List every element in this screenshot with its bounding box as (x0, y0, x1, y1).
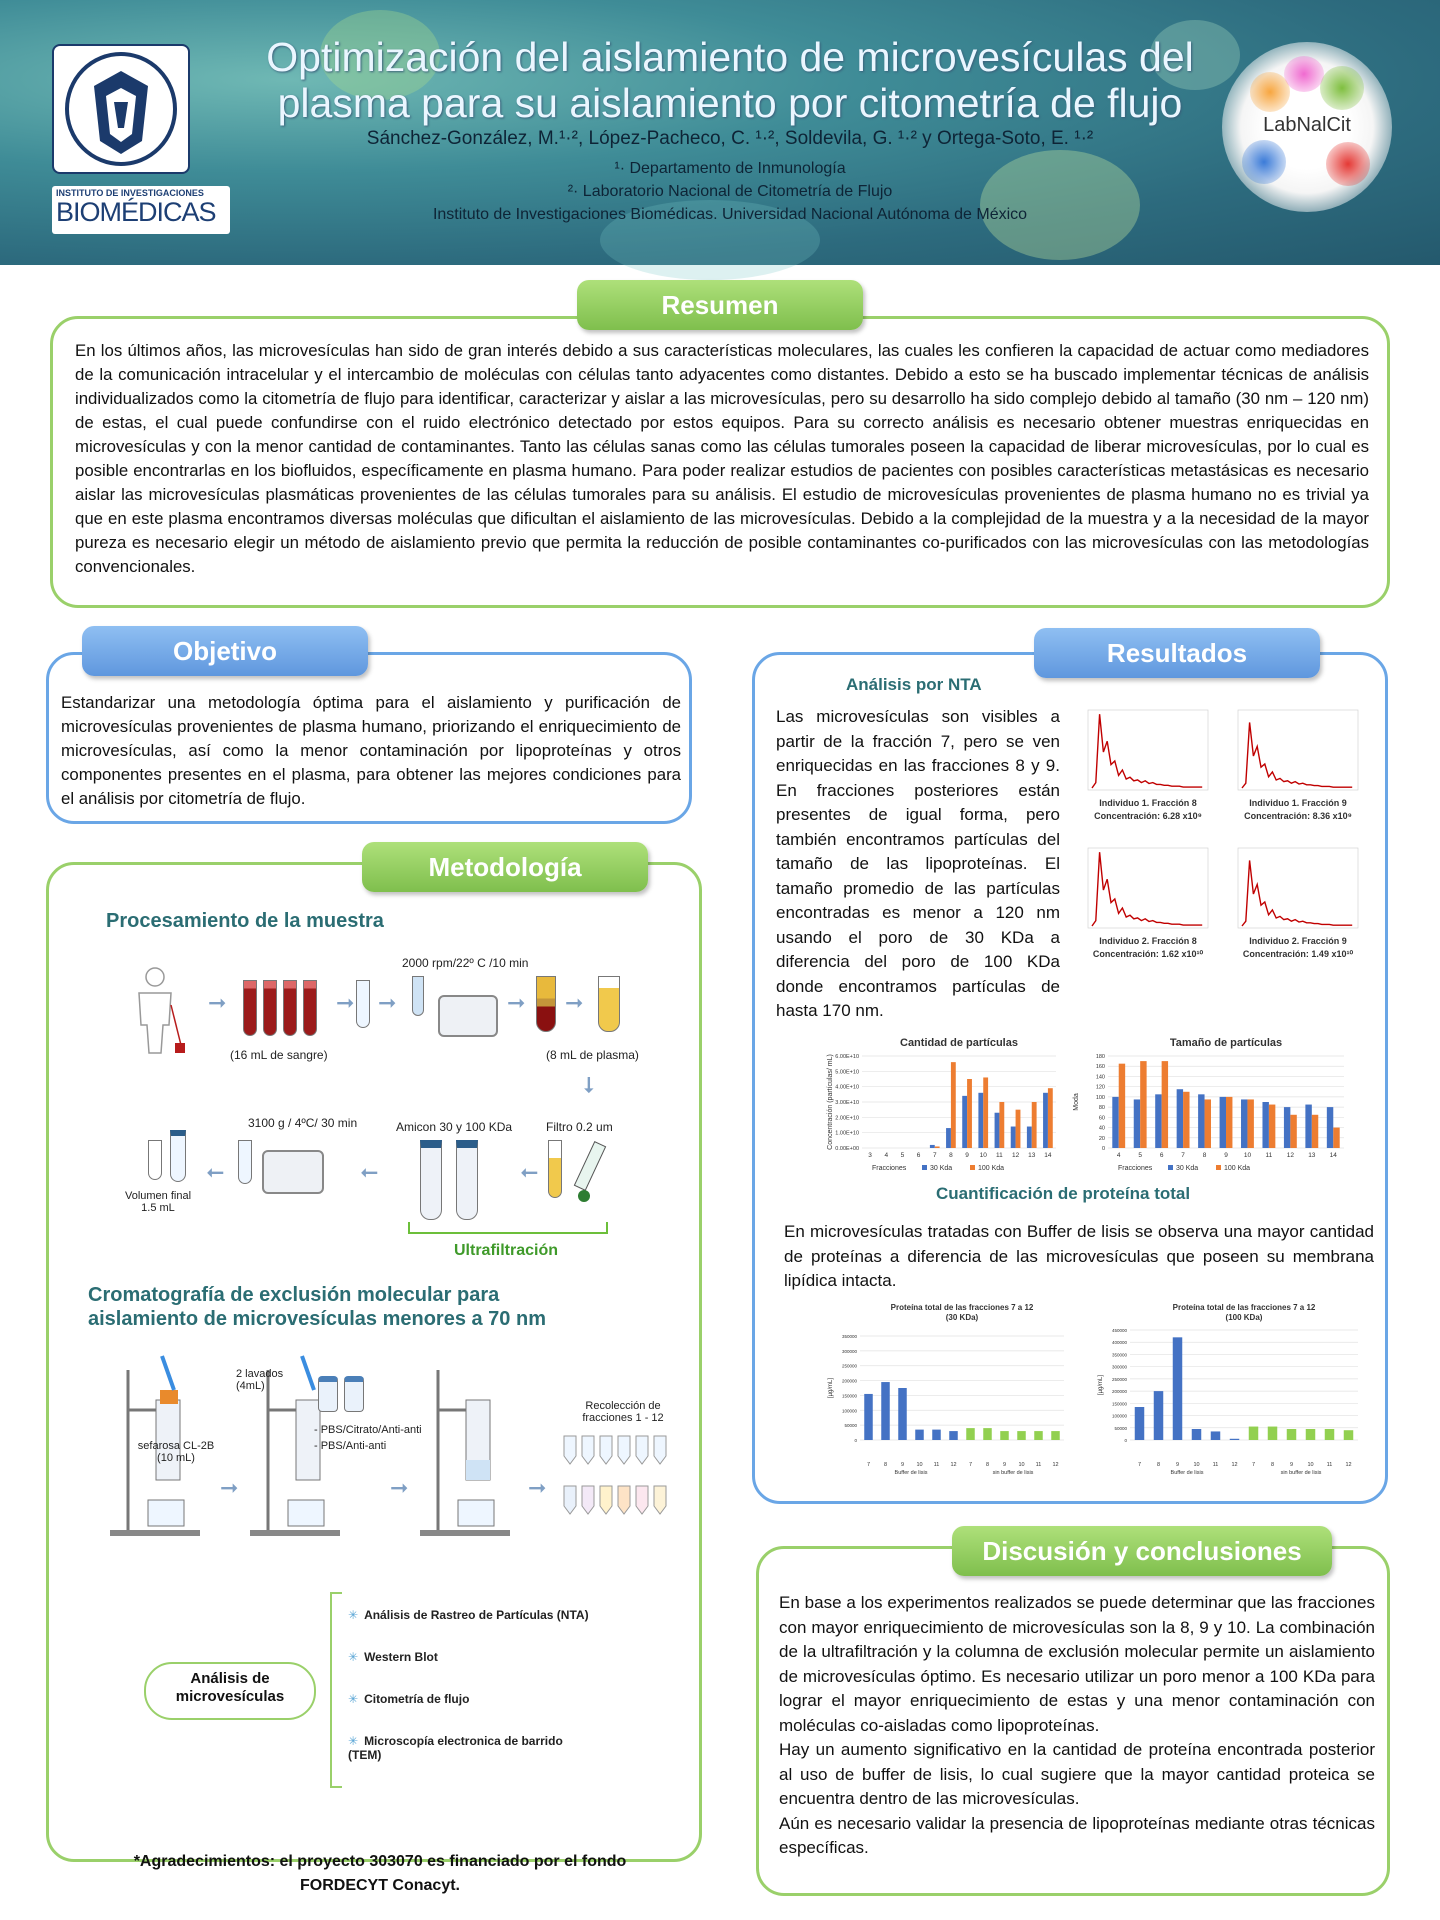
bar (1135, 1407, 1145, 1440)
arrow-down-icon: ➞ (577, 1075, 603, 1095)
x-tick-label: 10 (1243, 1152, 1252, 1159)
x-tick-label: 8 (949, 1152, 953, 1159)
x-tick-label: 7 (866, 1462, 871, 1468)
bar (1305, 1105, 1311, 1148)
y-tick-label: 350000 (841, 1334, 857, 1339)
procesamiento-heading: Procesamiento de la muestra (106, 910, 384, 932)
chart-proteina-30kda (820, 1300, 1072, 1480)
y-tick-label: 50000 (844, 1423, 857, 1429)
x-tick-label: 5 (900, 1152, 905, 1159)
y-tick-label: 0 (1101, 1146, 1105, 1152)
bar (1177, 1089, 1183, 1148)
bar (946, 1128, 951, 1148)
tube-icon (238, 1140, 252, 1184)
bar (1183, 1092, 1189, 1148)
x-axis-label: Fracciones (1118, 1165, 1153, 1172)
nta-text: Las microvesículas son visibles a partir de la fracción 7, pero se ven enriquecidas en las fracciones 8 y 9. En fracciones posteriores están presentes de igual forma, pero también encontramos partículas del tamaño de las lipoproteínas. El tamaño promedio de las partículas encontradas es menor a 120 nm usando el poro de 30 KDa a diferencia del poro de 100 KDa donde encontramos partículas de hasta 170 nm. (776, 707, 1060, 1020)
y-tick-label: 2.00E+10 (835, 1115, 859, 1122)
bar (1226, 1097, 1232, 1148)
x-tick-label: 13 (1028, 1152, 1036, 1159)
y-tick-label: 200000 (841, 1378, 857, 1384)
nta-plot-label: Individuo 2. Fracción 9 (1249, 936, 1347, 946)
bar (1325, 1429, 1335, 1440)
y-tick-label: 100000 (841, 1408, 857, 1414)
bar (966, 1428, 975, 1440)
bar (1306, 1429, 1316, 1440)
bar (1134, 1099, 1140, 1148)
authors: Sánchez-González, M.¹·², López-Pacheco, C. ¹·², Soldevila, G. ¹·² y Ortega-Soto, E. ¹·² (366, 128, 1094, 149)
x-tick-label: 4 (884, 1152, 889, 1159)
bar (1333, 1128, 1339, 1148)
arrow-icon: ➞ (336, 990, 355, 1015)
chart-cantidad-particulas (806, 1034, 1062, 1176)
y-tick-label: 20 (1098, 1135, 1105, 1142)
y-tick-label: 400000 (1111, 1340, 1127, 1346)
discusion-paragraph: Hay un aumento significativo en la cantidad de proteína encontrada posterior al uso de buffer de lisis, lo cual sugiere que la mayor cantidad proteica se encuentra dentro de las microvesículas. (779, 1740, 1375, 1808)
x-tick-label: 6 (1159, 1152, 1164, 1159)
arrow-icon: ➞ (565, 990, 584, 1015)
y-tick-label: 250000 (1111, 1376, 1127, 1382)
x-tick-label: 7 (1137, 1462, 1142, 1468)
legend-swatch (970, 1165, 975, 1170)
sparkle-icon: ✳ (348, 1692, 359, 1706)
x-tick-label: 14 (1044, 1152, 1052, 1159)
x-tick-label: 9 (1002, 1462, 1007, 1468)
plasma-tube-icon (598, 976, 620, 1032)
biomedicas-logo (52, 186, 230, 234)
chart-subtitle: (100 KDa) (1225, 1313, 1263, 1322)
x-tick-label: 7 (932, 1152, 937, 1159)
analisis-item-label: Citometría de flujo (364, 1692, 470, 1706)
resumen-heading: Resumen (577, 280, 863, 330)
analisis-bracket (330, 1592, 342, 1788)
y-axis-label: [µg/mL] (1098, 1374, 1104, 1396)
x-tick-label: 10 (979, 1152, 987, 1159)
legend-label: 100 Kda (1224, 1165, 1251, 1172)
bar (932, 1430, 941, 1440)
bar (915, 1430, 924, 1440)
bar (1241, 1099, 1247, 1148)
analisis-item (348, 1608, 589, 1622)
tube-icon (412, 976, 424, 1016)
tube-icon (170, 1130, 186, 1182)
agradecimientos (60, 1850, 700, 1898)
cromatografia-heading (88, 1283, 546, 1331)
bar (951, 1062, 956, 1148)
bar (1290, 1115, 1296, 1148)
discusion-paragraph: En base a los experimentos realizados se puede determinar que las fracciones con mayor enriquecimiento de microvesículas son la 8, 9 y 10. La combinación de la ultrafiltración y la columna de exclusión molecular permite un aislamiento de microvesículas óptimo. Es necesario utilizar un poro menor a 100 KDa para lograr el mayor enriquecimiento de estas y una menor contaminación con moléculas co-aisladas como lipoproteínas. (779, 1593, 1375, 1735)
proteina-heading: Cuantificación de proteína total (936, 1184, 1191, 1203)
filtro-label: Filtro 0.2 um (546, 1120, 613, 1134)
tube-icon (548, 1140, 562, 1198)
bar (1269, 1105, 1275, 1148)
objetivo-section (46, 652, 692, 824)
bar (881, 1382, 890, 1440)
bar (898, 1388, 907, 1440)
bar (983, 1428, 992, 1440)
resultados-heading: Resultados (1034, 628, 1320, 678)
poster-header (0, 0, 1440, 265)
bar (978, 1093, 983, 1148)
bar (1262, 1102, 1268, 1148)
ultrafiltracion-label: Ultrafiltración (454, 1242, 559, 1259)
bar (1016, 1110, 1021, 1148)
nta-plot-label: Individuo 2. Fracción 8 (1099, 936, 1197, 946)
amicon-tube-icon (456, 1140, 478, 1220)
x-tick-label: 12 (1052, 1462, 1059, 1468)
pbs1-label: - PBS/Citrato/Anti-anti (314, 1424, 422, 1436)
bar (1027, 1127, 1032, 1148)
nta-plot (1088, 710, 1208, 821)
cromatografia-heading-line2: aislamiento de microvesículas menores a 70 nm (88, 1308, 546, 1330)
y-tick-label: 0.00E+00 (835, 1146, 859, 1152)
bar (995, 1113, 1000, 1148)
biomedicas-logo-line1: INSTITUTO DE INVESTIGACIONES (56, 188, 204, 198)
x-tick-label: 7 (968, 1462, 973, 1468)
cromatografia-heading-line1: Cromatografía de exclusión molecular para (88, 1284, 500, 1306)
title-line1: Optimización del aislamiento de microvesículas del (266, 34, 1194, 80)
x-tick-label: 9 (900, 1462, 905, 1468)
y-tick-label: 300000 (841, 1348, 857, 1354)
analisis-label: Análisis de microvesículas (144, 1662, 316, 1720)
centrifuge-icon (262, 1150, 324, 1194)
x-axis-label: Fracciones (872, 1165, 907, 1172)
plasma-volume-label: (8 mL de plasma) (546, 1048, 639, 1062)
x-tick-label: 5 (1138, 1152, 1142, 1159)
analisis-item (348, 1734, 568, 1762)
chart-tamano-particulas (1073, 1034, 1352, 1176)
legend-swatch (922, 1165, 927, 1170)
analisis-item-label: Western Blot (364, 1650, 438, 1664)
nta-heading: Análisis por NTA (846, 675, 982, 694)
nta-plot-concentration: Concentración: 6.28 x10⁹ (1094, 811, 1202, 821)
group-label: Buffer de lisis (894, 1470, 928, 1476)
group-label: sin buffer de lisis (992, 1470, 1034, 1476)
x-tick-label: 7 (1251, 1462, 1256, 1468)
bar (1162, 1061, 1168, 1148)
bar (999, 1102, 1004, 1148)
arrow-icon: ➞ (378, 990, 397, 1015)
agradecimientos-line1: *Agradecimientos: el proyecto 303070 es financiado por el fondo (133, 1853, 627, 1870)
chart-title: Cantidad de partículas (900, 1037, 1018, 1049)
bar (1220, 1097, 1226, 1148)
centrifuge2-label: 3100 g / 4ºC/ 30 min (248, 1116, 358, 1130)
bar (864, 1394, 873, 1440)
x-tick-label: 13 (1308, 1152, 1316, 1159)
discusion-heading: Discusión y conclusiones (952, 1526, 1332, 1576)
arrow-icon: ➞ (360, 1161, 379, 1186)
x-tick-label: 8 (883, 1462, 888, 1468)
bar (1154, 1391, 1164, 1440)
x-tick-label: 11 (1265, 1152, 1273, 1159)
x-tick-label: 10 (1193, 1462, 1200, 1468)
pbs2-label: - PBS/Anti-anti (314, 1440, 387, 1452)
tube-icon (148, 1140, 162, 1180)
bar (1140, 1061, 1146, 1148)
x-tick-label: 10 (916, 1462, 923, 1468)
bar (1043, 1093, 1048, 1148)
x-tick-label: 8 (985, 1462, 990, 1468)
bar (930, 1145, 935, 1148)
nta-plot-frame (1088, 710, 1208, 790)
bar (1000, 1431, 1009, 1440)
y-tick-label: 0 (1124, 1438, 1127, 1443)
analisis-item (348, 1692, 469, 1706)
bar (1344, 1430, 1354, 1440)
y-tick-label: 180 (1095, 1054, 1105, 1060)
resumen-text: En los últimos años, las microvesículas han sido de gran interés debido a sus características moleculares, las cuales les confieren la capacidad de actuar como mediadores de la comunicación intracelular y el intercambio de moléculas con células tanto adyacentes como distantes. Debido a esto se ha buscado implementar técnicas de análisis individualizados como la citometría de flujo para identificar, caracterizar y aislar a las microvesículas, pero su desarrollo ha sido complejo debido al tamaño (30 nm – 120 nm) de estas, el cual puede confundirse con el ruido electrónico detectado por estos equipos. Para su correcto análisis es necesario obtener muestras enriquecidas en microvesículas y con la menor cantidad de contaminantes. Tanto las células sanas como las células tumorales poseen la capacidad de liberar microvesículas, por lo cual es posible encontrarlas en los biofluidos, específicamente en plasma humano. Para poder realizar estudios de pacientes con posibles características metastásicas es necesario aislar las microvesículas plasmáticas provenientes de las células tumorales para su análisis. El estudio de microvesículas provenientes de plasma humano no es trivial ya que en este plasma encontramos diversas moléculas que dificultan el aislamiento de las microvesículas. Debido a la complejidad de la muestra y a la necesidad de la mayor pureza es necesario elegir un método de aislamiento previo que permita la reducción de posible contaminantes co-purificados con las microvesículas con las metodologías convencionales. (75, 341, 1369, 576)
x-tick-label: 9 (1175, 1462, 1180, 1468)
blood-tubes-icon (243, 980, 333, 1040)
sefarosa-label: sefarosa CL-2B (10 mL) (137, 1440, 215, 1464)
bar (1011, 1127, 1016, 1148)
amicon-label: Amicon 30 y 100 KDa (396, 1120, 513, 1134)
bar (1230, 1439, 1240, 1440)
y-tick-label: 120 (1095, 1084, 1105, 1091)
x-tick-label: 3 (868, 1152, 872, 1159)
chart-subtitle: (30 KDa) (945, 1313, 979, 1322)
nta-plot (1238, 710, 1358, 821)
x-tick-label: 4 (1116, 1152, 1121, 1159)
x-tick-label: 11 (1326, 1462, 1333, 1468)
bar (1287, 1429, 1297, 1440)
column-stand-icon (418, 1350, 528, 1540)
biomedicas-logo-line2: BIOMÉDICAS (56, 197, 216, 227)
bar (1112, 1097, 1118, 1148)
y-tick-label: 50000 (1114, 1425, 1127, 1431)
y-tick-label: 40 (1098, 1125, 1105, 1132)
x-tick-label: 12 (1011, 1152, 1020, 1159)
y-axis-label: Concentración (partículas/ mL) (827, 1054, 834, 1150)
y-tick-label: 100 (1095, 1094, 1105, 1101)
analisis-item-label: Análisis de Rastreo de Partículas (NTA) (364, 1608, 589, 1622)
labnalcit-logo (1222, 42, 1392, 212)
y-axis-label: Moda (1073, 1093, 1080, 1111)
affiliation-1: ¹· Departamento de Inmunología (614, 160, 846, 177)
sparkle-icon: ✳ (348, 1650, 359, 1664)
nta-plot (1238, 848, 1358, 959)
discusion-text (779, 1591, 1375, 1861)
x-tick-label: 7 (1181, 1152, 1185, 1159)
bar (962, 1096, 967, 1148)
legend-swatch (1216, 1165, 1221, 1170)
affiliation-2: ²· Laboratorio Nacional de Citometría de Flujo (567, 183, 893, 200)
nta-plot (1088, 848, 1208, 959)
y-tick-label: 300000 (1111, 1364, 1127, 1370)
nta-plot-label: Individuo 1. Fracción 8 (1099, 798, 1197, 808)
analisis-item (348, 1650, 438, 1664)
discusion-section (756, 1546, 1390, 1896)
x-tick-label: 12 (1286, 1152, 1294, 1159)
x-tick-label: 11 (933, 1462, 940, 1468)
arrow-icon: ➞ (390, 1475, 409, 1500)
affiliation-3: Instituto de Investigaciones Biomédicas. Universidad Nacional Autónoma de México (432, 206, 1028, 223)
chart-title: Tamaño de partículas (1169, 1037, 1283, 1049)
bar (935, 1146, 940, 1148)
nta-plot-frame (1088, 848, 1208, 928)
nta-plot-label: Individuo 1. Fracción 9 (1249, 798, 1347, 808)
empty-tube-icon (356, 980, 370, 1028)
bar (1205, 1099, 1211, 1148)
sparkle-icon: ✳ (348, 1734, 359, 1748)
x-tick-label: 8 (1202, 1152, 1207, 1159)
amicon-tube-icon (420, 1140, 442, 1220)
centrifuge-icon (438, 995, 498, 1037)
y-tick-label: 200000 (1111, 1389, 1127, 1395)
chart-proteina-100kda (1088, 1300, 1364, 1480)
bar (949, 1431, 958, 1440)
syringe-filter-icon (572, 1130, 622, 1210)
x-tick-label: 11 (1212, 1462, 1219, 1468)
nta-plot-concentration: Concentración: 8.36 x10⁹ (1244, 811, 1352, 821)
y-tick-label: 150000 (841, 1393, 857, 1399)
legend-swatch (1168, 1165, 1173, 1170)
bar (1032, 1102, 1037, 1148)
legend-label: 30 Kda (1176, 1165, 1199, 1172)
nta-plot-concentration: Concentración: 1.62 x10¹⁰ (1092, 949, 1204, 959)
y-tick-label: 1.00E+10 (835, 1130, 859, 1137)
ultrafiltracion-bracket (408, 1222, 608, 1234)
bar (1268, 1427, 1278, 1440)
arrow-icon: ➞ (220, 1475, 239, 1500)
arrow-icon: ➞ (528, 1475, 547, 1500)
human-figure-icon (125, 965, 185, 1055)
bar (1198, 1094, 1204, 1148)
volumen-label: Volumen final 1.5 mL (124, 1190, 192, 1214)
x-tick-label: 11 (1035, 1462, 1042, 1468)
x-tick-label: 9 (965, 1152, 969, 1159)
y-tick-label: 140 (1095, 1074, 1105, 1081)
separated-blood-tube-icon (536, 976, 556, 1032)
bar (1192, 1429, 1202, 1440)
group-label: sin buffer de lisis (1280, 1470, 1322, 1476)
bar (1017, 1431, 1026, 1440)
y-tick-label: 3.00E+10 (835, 1100, 859, 1106)
bar (1051, 1431, 1060, 1440)
bar (1312, 1115, 1318, 1148)
objetivo-heading: Objetivo (82, 626, 368, 676)
arrow-icon: ➞ (206, 1161, 225, 1186)
x-tick-label: 12 (1345, 1462, 1352, 1468)
bar (1119, 1064, 1125, 1148)
y-tick-label: 80 (1098, 1105, 1105, 1112)
y-tick-label: 60 (1098, 1115, 1105, 1122)
y-tick-label: 100000 (1111, 1413, 1127, 1419)
discusion-paragraph: Aún es necesario validar la presencia de lipoproteínas mediante otras técnicas específicas. (779, 1813, 1375, 1857)
x-tick-label: 9 (1224, 1152, 1228, 1159)
x-tick-label: 12 (1231, 1462, 1238, 1468)
bar (1048, 1088, 1053, 1148)
arrow-icon: ➞ (507, 990, 526, 1015)
blood-volume-label: (16 mL de sangre) (230, 1048, 328, 1062)
pbs-bottles-icon (318, 1376, 378, 1416)
analisis-item-label: Microscopía electronica de barrido (TEM) (348, 1734, 563, 1762)
x-tick-label: 6 (916, 1152, 921, 1159)
x-tick-label: 11 (996, 1152, 1003, 1159)
bar (1173, 1337, 1183, 1440)
bar (1211, 1431, 1221, 1440)
metodologia-heading: Metodología (362, 842, 648, 892)
x-tick-label: 12 (950, 1462, 957, 1468)
chart-title: Proteína total de las fracciones 7 a 12 (1172, 1303, 1316, 1312)
sparkle-icon: ✳ (348, 1608, 359, 1622)
legend-label: 30 Kda (930, 1165, 953, 1172)
labnalcit-text: LabNalCit (1263, 114, 1351, 136)
title-line2: plasma para su aislamiento por citometría de flujo (277, 80, 1183, 126)
y-tick-label: 6.00E+10 (835, 1054, 859, 1060)
x-tick-label: 8 (1270, 1462, 1275, 1468)
x-tick-label: 10 (1018, 1462, 1025, 1468)
centrifuge1-label: 2000 rpm/22º C /10 min (402, 956, 529, 970)
agradecimientos-line2: FORDECYT Conacyt. (299, 1877, 460, 1894)
objetivo-text: Estandarizar una metodología óptima para el aislamiento y purificación de microvesículas provenientes de plasma humano, priorizando el enriquecimiento de microvesículas, así como la menor contaminación por lipoproteínas y otros componentes presentes en el plasma, para obtener las mejores condiciones para el análisis por citometría de flujo. (61, 693, 681, 808)
arrow-icon: ➞ (520, 1161, 539, 1186)
group-label: Buffer de lisis (1170, 1470, 1204, 1476)
nta-plot-concentration: Concentración: 1.49 x10¹⁰ (1242, 949, 1354, 959)
y-tick-label: 4.00E+10 (835, 1084, 859, 1091)
y-tick-label: 350000 (1111, 1352, 1127, 1358)
y-tick-label: 450000 (1111, 1328, 1127, 1333)
x-tick-label: 9 (1289, 1462, 1294, 1468)
bar (1247, 1099, 1253, 1148)
recoleccion-label: Recolección de fracciones 1 - 12 (582, 1400, 664, 1424)
bar (1155, 1094, 1161, 1148)
y-tick-label: 150000 (1111, 1401, 1127, 1407)
x-tick-label: 8 (1156, 1462, 1161, 1468)
legend-label: 100 Kda (978, 1165, 1005, 1172)
bar (983, 1077, 988, 1148)
chart-title: Proteína total de las fracciones 7 a 12 (890, 1303, 1034, 1312)
resumen-section (50, 316, 1390, 608)
y-tick-label: 0 (854, 1438, 857, 1443)
bar (1034, 1431, 1043, 1440)
y-tick-label: 5.00E+10 (835, 1069, 859, 1076)
bar (1249, 1427, 1259, 1440)
bar (967, 1079, 972, 1148)
unam-logo (52, 44, 190, 174)
proteina-text: En microvesículas tratadas con Buffer de lisis se observa una mayor cantidad de proteínas a diferencia de las microvesículas que poseen su membrana lipídica intacta. (784, 1222, 1374, 1290)
bar (1327, 1107, 1333, 1148)
arrow-icon: ➞ (208, 990, 227, 1015)
fraction-tubes-icon (560, 1430, 680, 1526)
poster-title (240, 34, 1220, 126)
y-tick-label: 160 (1095, 1064, 1105, 1071)
y-tick-label: 250000 (841, 1363, 857, 1369)
x-tick-label: 10 (1307, 1462, 1314, 1468)
bar (1284, 1107, 1290, 1148)
y-axis-label: [µg/mL] (828, 1377, 834, 1399)
lavados-label: 2 lavados (4mL) (236, 1368, 284, 1392)
x-tick-label: 14 (1329, 1152, 1337, 1159)
nta-plots (1076, 708, 1376, 984)
